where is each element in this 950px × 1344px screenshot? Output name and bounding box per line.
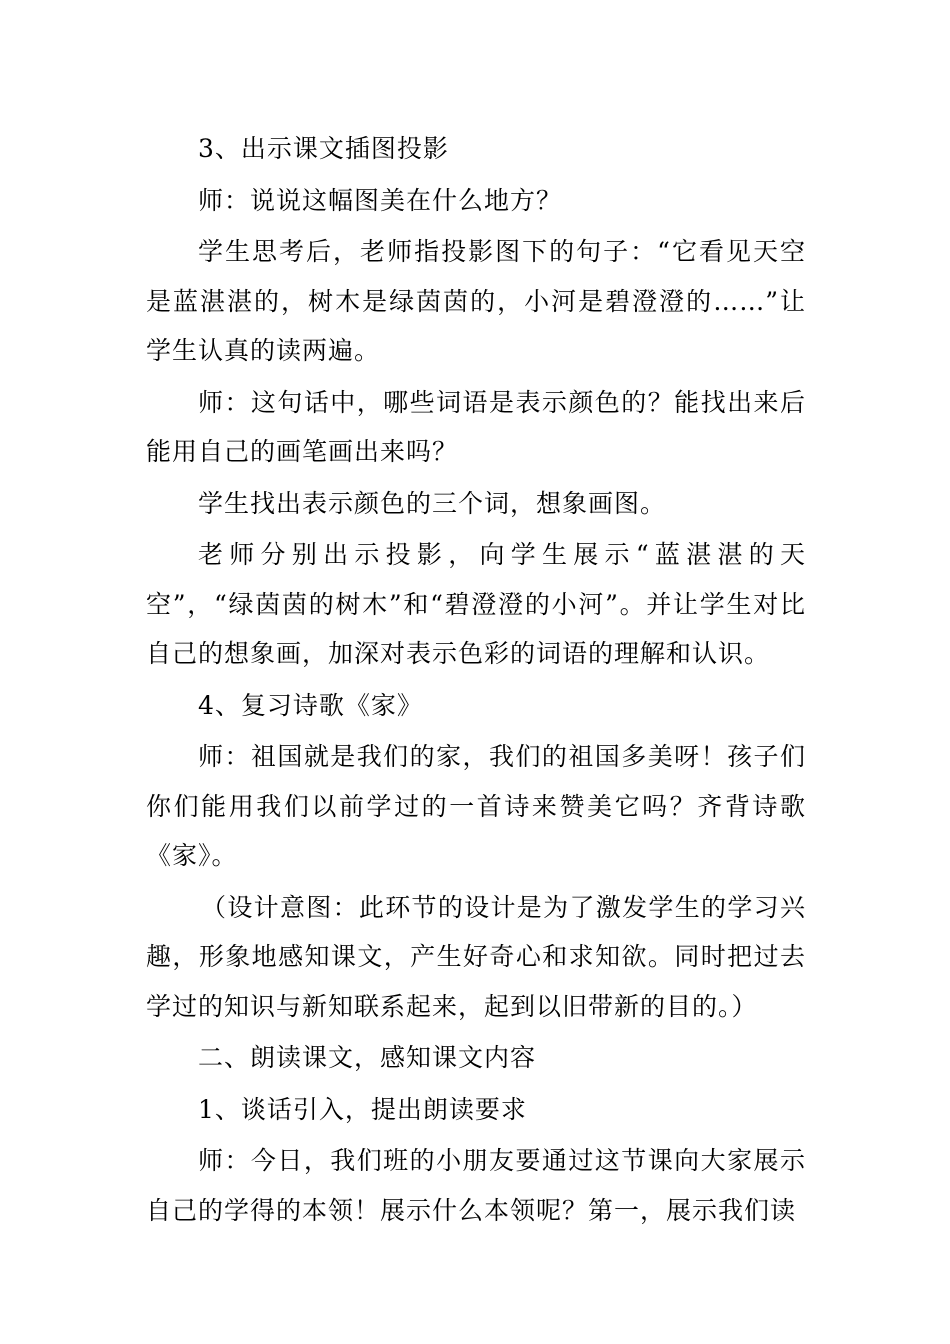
paragraph-teacher-projection: 老师分别出示投影，向学生展示“蓝湛湛的天空”，“绿茵茵的树木”和“碧澄澄的小河”。并让学生对比自己的想象画，加深对表示色彩的词语的理解和认识。: [146, 540, 806, 668]
paragraph-teacher-question: 师：说说这幅图美在什么地方？: [198, 185, 563, 215]
paragraph-draw-picture: 学生找出表示颜色的三个词，想象画图。: [198, 488, 667, 518]
heading-read-aloud: 二、朗读课文，感知课文内容: [198, 1043, 537, 1072]
document-page: [146, 124, 806, 1237]
heading-show-illustration: 3、出示课文插图投影: [198, 134, 449, 163]
heading-review-poem: 4、复习诗歌《家》: [198, 690, 423, 720]
paragraph-motherland: 师：祖国就是我们的家，我们的祖国多美呀！孩子们你们能用我们以前学过的一首诗来赞美它吗？齐背诗歌《家》。: [146, 742, 806, 870]
heading-introduction: 1、谈话引入，提出朗读要求: [198, 1094, 527, 1124]
paragraph-color-words: 师：这句话中，哪些词语是表示颜色的？能找出来后能用自己的画笔画出来吗？: [146, 387, 806, 466]
paragraph-teacher-today: 师：今日，我们班的小朋友要通过这节课向大家展示自己的学得的本领！展示什么本领呢？第一，展示我们读: [146, 1146, 806, 1225]
paragraph-student-thinking: 学生思考后，老师指投影图下的句子：“它看见天空是蓝湛湛的，树木是绿茵茵的，小河是碧澄澄的……”让学生认真的读两遍。: [146, 237, 806, 365]
paragraph-design-intent: （设计意图：此环节的设计是为了激发学生的学习兴趣，形象地感知课文，产生好奇心和求知欲。同时把过去学过的知识与新知联系起来，起到以旧带新的目的。）: [146, 892, 806, 1021]
